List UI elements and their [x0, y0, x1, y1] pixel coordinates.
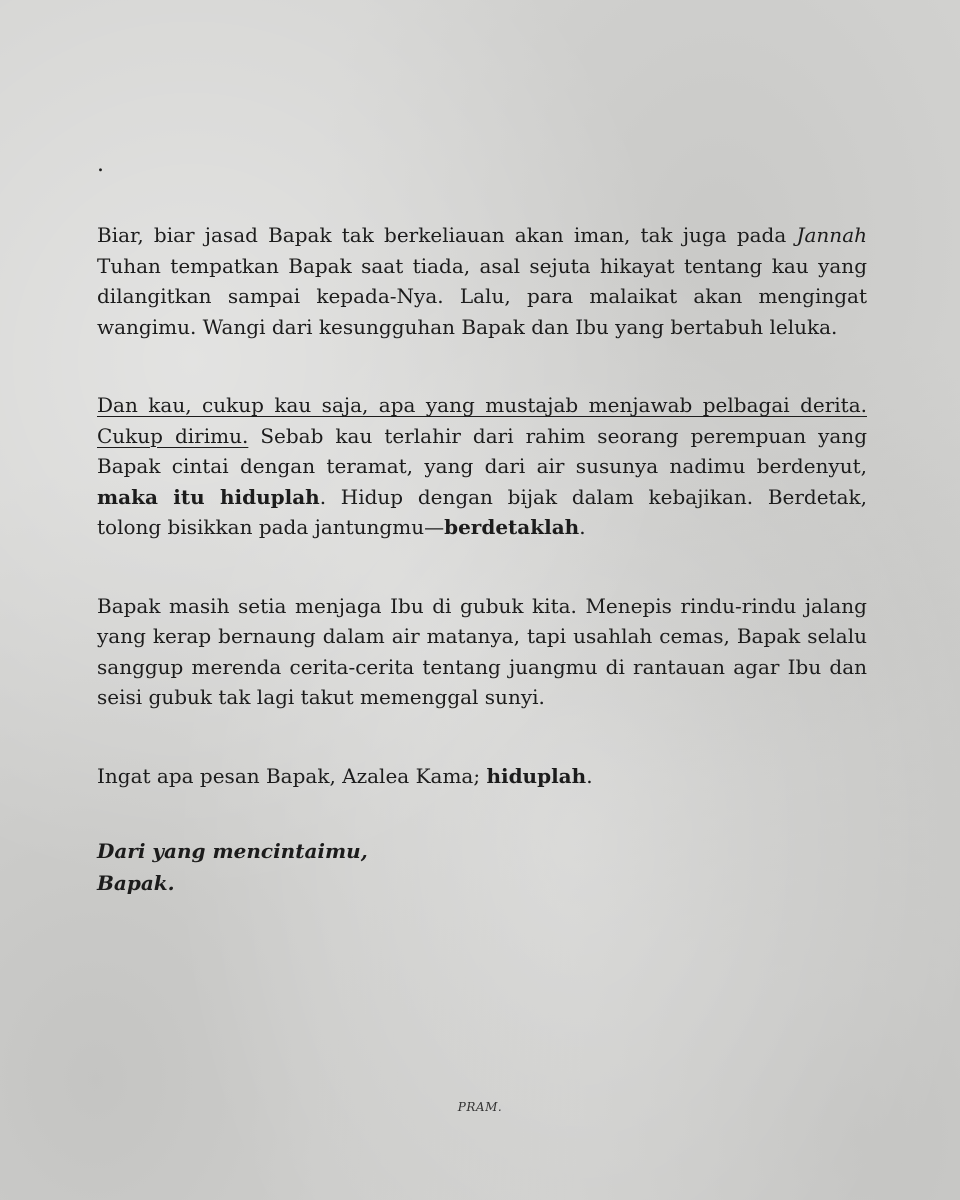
- paragraph-4-text: Ingat apa pesan Bapak, Azalea Kama;: [97, 763, 487, 788]
- paragraph-1: [97, 220, 867, 342]
- paragraph-1-text-a: Biar, biar jasad Bapak tak berkeliauan akan iman, tak juga pada: [97, 223, 797, 247]
- paragraph-2-bold-berdetaklah: berdetaklah: [444, 515, 580, 539]
- letter-body: [97, 150, 867, 899]
- signature-line-2: Bapak.: [97, 871, 175, 895]
- paragraph-2-underlined: Dan kau, cukup kau saja, apa yang mustajab menjawab pelbagai derita. Cukup dirimu.: [97, 393, 867, 448]
- paragraph-4-bold-hiduplah: hiduplah: [486, 763, 587, 788]
- paragraph-2-bold-hiduplah: maka itu hiduplah: [97, 484, 320, 509]
- signature: [97, 835, 867, 899]
- footer-author: PRAM.: [457, 1100, 503, 1114]
- paragraph-4-end: .: [586, 763, 593, 788]
- paragraph-1-text-b: Tuhan tempatkan Bapak saat tiada, asal sejuta hikayat tentang kau yang dilangitkan sampai kepada-Nya. Lalu, para malaikat akan mengingat wangimu. Wangi dari kesungguhan Bapak dan Ibu yang bertabuh leluka.: [97, 253, 867, 339]
- paragraph-2: [97, 390, 867, 543]
- paragraph-2-text-a: Sebab kau terlahir dari rahim seorang perempuan yang Bapak cintai dengan teramat, yang dari air susunya nadimu berdenyut,: [97, 423, 867, 478]
- paragraph-1-italic-jannah: Jannah: [796, 223, 867, 247]
- signature-line-1: Dari yang mencintaimu,: [97, 839, 368, 863]
- paragraph-3: Bapak masih setia menjaga Ibu di gubuk kita. Menepis rindu-rindu jalang yang kerap bernaung dalam air matanya, tapi usahlah cemas, Bapak selalu sanggup merenda cerita-cerita tentang juangmu di rantauan agar Ibu dan seisi gubuk tak lagi takut memenggal sunyi.: [97, 593, 867, 709]
- paragraph-2-text-c: .: [579, 515, 586, 539]
- opening-dot: .: [97, 152, 104, 177]
- paragraph-2-text-b: . Hidup dengan bijak dalam kebajikan. Berdetak, tolong bisikkan pada jantungmu—: [97, 484, 867, 539]
- paragraph-4: [97, 761, 867, 792]
